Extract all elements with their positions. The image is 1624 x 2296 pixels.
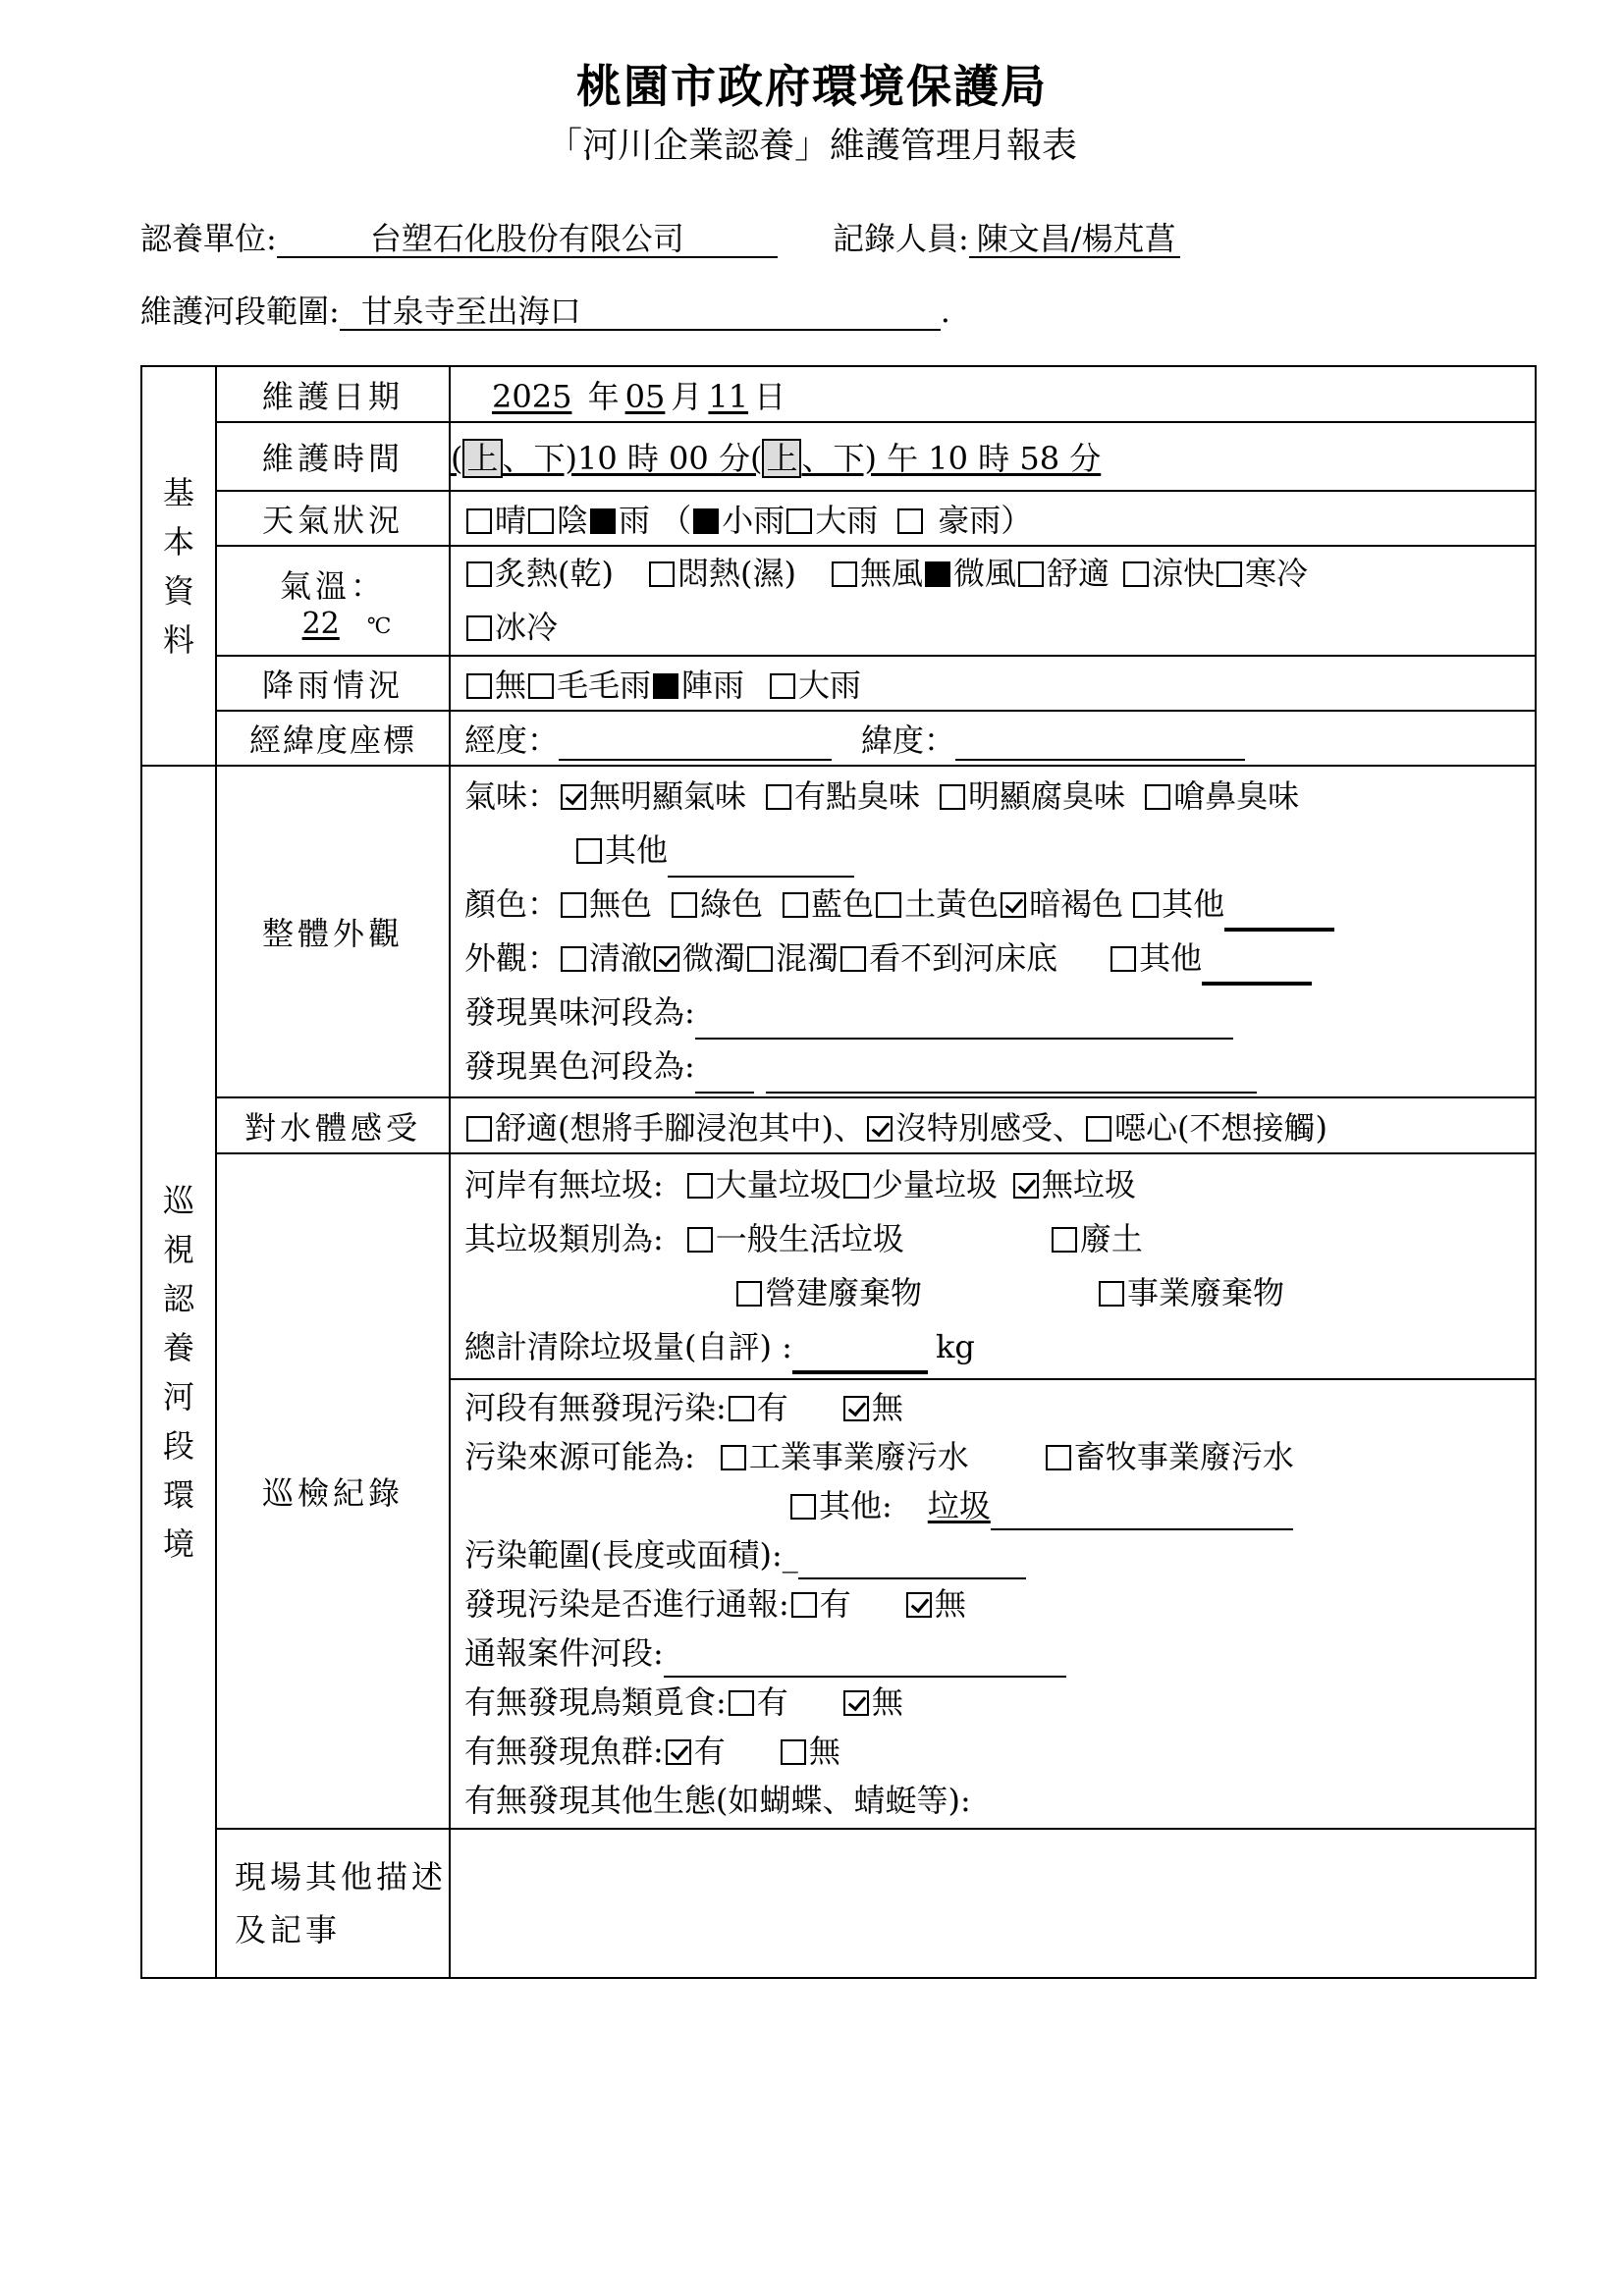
time-am-box-2[interactable]: 上 [762, 439, 801, 478]
weather-storm-checkbox[interactable] [897, 508, 923, 534]
weather-heavy-checkbox[interactable] [786, 508, 812, 534]
lon-label: 經度： [464, 721, 560, 759]
notes-field[interactable] [450, 1829, 1536, 1978]
rain-shower-label: 陣雨 [681, 667, 745, 704]
temp-no-wind-label: 無風 [859, 555, 923, 592]
garbage-lots-checkbox[interactable] [687, 1173, 713, 1199]
temp-hot-dry-checkbox[interactable] [466, 561, 492, 587]
total-label: 總計清除垃圾量(自評) : [464, 1328, 792, 1365]
rain-heavy-label: 大雨 [798, 667, 862, 704]
weather-cloudy-checkbox[interactable] [528, 508, 554, 534]
patrol-section-label: 巡視認養河段環境 [162, 1181, 194, 1563]
time-open-paren-1: ( [451, 440, 463, 477]
temp-cool-label: 涼快 [1152, 555, 1216, 592]
color-clear-checkbox[interactable] [561, 892, 586, 918]
temp-cold-label: 寒冷 [1245, 555, 1309, 592]
date-day[interactable]: 11 [708, 377, 749, 415]
weather-light-label: 小雨 [722, 502, 785, 539]
look-other-checkbox[interactable] [1110, 946, 1136, 972]
time-start: 、下)10 時 00 分( [502, 440, 763, 477]
garbage-construction-checkbox[interactable] [736, 1281, 762, 1307]
fish-no-checkbox[interactable] [781, 1739, 806, 1765]
adopt-unit-value[interactable]: 台塑石化股份有限公司 [277, 222, 778, 258]
smell-other-input[interactable] [668, 846, 854, 878]
adopt-unit-row [140, 214, 778, 259]
temp-no-wind-checkbox[interactable] [832, 561, 857, 587]
coord-label: 經緯度座標 [216, 711, 450, 766]
garbage-household-checkbox[interactable] [687, 1227, 713, 1253]
look-muddy-label: 混濁 [776, 939, 839, 977]
patrol-section-cell [141, 766, 216, 1978]
weather-sunny-label: 晴 [495, 502, 527, 539]
appearance-label: 整體外觀 [216, 766, 450, 1097]
smell-none-checkbox[interactable] [561, 784, 586, 810]
weather-sunny-checkbox[interactable] [466, 508, 492, 534]
weather-rain-checkbox[interactable] [590, 508, 616, 534]
birds-no-label: 無 [871, 1683, 903, 1721]
temp-comfortable-label: 舒適 [1047, 555, 1110, 592]
report-label: 發現污染是否進行通報: [464, 1585, 789, 1623]
garbage-none-label: 無垃圾 [1041, 1166, 1136, 1203]
pollution-yes-label: 有 [756, 1389, 788, 1426]
color-label: 顏色： [464, 885, 560, 923]
rain-heavy-checkbox[interactable] [770, 673, 795, 699]
temp-comfortable-checkbox[interactable] [1018, 561, 1044, 587]
smell-pungent-label: 嗆鼻臭味 [1173, 777, 1300, 815]
temp-cool-checkbox[interactable] [1123, 561, 1149, 587]
recorder-label: 記錄人員: [833, 220, 969, 257]
color-brown-checkbox[interactable] [1001, 892, 1026, 918]
odd-color-input-2[interactable] [766, 1062, 1257, 1094]
smell-rotten-label: 明顯腐臭味 [968, 777, 1126, 815]
source-livestock-label: 畜牧事業廢污水 [1073, 1438, 1294, 1475]
odd-smell-label: 發現異味河段為: [464, 993, 695, 1031]
case-label: 通報案件河段: [464, 1634, 664, 1672]
source-livestock-checkbox[interactable] [1046, 1445, 1071, 1470]
birds-yes-checkbox[interactable] [729, 1690, 754, 1716]
source-label: 污染來源可能為: [464, 1438, 695, 1475]
time-end: 、下) 午 10 時 58 分 [801, 440, 1102, 477]
birds-no-checkbox[interactable] [843, 1690, 869, 1716]
garbage-field [450, 1153, 1536, 1379]
garbage-type-label: 其垃圾類別為: [464, 1220, 664, 1257]
look-slight-label: 微濁 [682, 939, 746, 977]
garbage-lots-label: 大量垃圾 [715, 1166, 841, 1203]
recorder-value[interactable]: 陳文昌/楊芃菖 [969, 222, 1180, 258]
basic-section-label: 基本資料 [162, 473, 194, 659]
smell-other-checkbox[interactable] [576, 838, 602, 864]
garbage-little-checkbox[interactable] [843, 1173, 869, 1199]
weather-label: 天氣狀況 [216, 491, 450, 546]
rain-shower-checkbox[interactable] [653, 673, 678, 699]
fish-yes-checkbox[interactable] [666, 1739, 691, 1765]
look-clear-checkbox[interactable] [561, 946, 586, 972]
look-other-input[interactable] [1202, 952, 1312, 986]
color-clear-label: 無色 [589, 885, 653, 923]
range-label: 維護河段範圍: [140, 293, 340, 330]
birds-yes-label: 有 [756, 1683, 788, 1721]
pollution-label: 河段有無發現污染: [464, 1389, 727, 1426]
color-yellow-checkbox[interactable] [876, 892, 901, 918]
garbage-soil-label: 廢土 [1079, 1220, 1143, 1257]
date-day-unit: 日 [754, 377, 786, 415]
source-other-input[interactable] [991, 1499, 1293, 1530]
fish-yes-label: 有 [693, 1733, 726, 1770]
rain-none-checkbox[interactable] [466, 673, 492, 699]
temp-cell [216, 546, 450, 656]
color-green-label: 綠色 [700, 885, 764, 923]
garbage-industrial-label: 事業廢棄物 [1127, 1274, 1285, 1311]
date-month-unit: 月 [671, 377, 703, 415]
feeling-none-checkbox[interactable] [867, 1116, 893, 1142]
smell-slight-label: 有點臭味 [794, 777, 921, 815]
odd-color-input-1[interactable] [695, 1062, 754, 1094]
pollution-range-input[interactable] [798, 1548, 1026, 1579]
weather-light-checkbox[interactable] [693, 508, 719, 534]
look-label: 外觀： [464, 939, 560, 977]
smell-pungent-checkbox[interactable] [1145, 784, 1170, 810]
feeling-comfortable-checkbox[interactable] [466, 1116, 492, 1142]
lon-input[interactable] [559, 729, 832, 761]
pollution-field [450, 1379, 1536, 1829]
smell-none-label: 無明顯氣味 [589, 777, 747, 815]
temp-value[interactable]: 22 [301, 606, 340, 641]
garbage-soil-checkbox[interactable] [1052, 1227, 1077, 1253]
notes-label: 現場其他描述及記事 [216, 1829, 450, 1978]
total-input[interactable] [792, 1341, 928, 1374]
temp-label: 氣溫： [279, 566, 386, 605]
source-other-checkbox[interactable] [790, 1494, 816, 1520]
weather-heavy-label: 大雨 [815, 502, 879, 539]
range-value[interactable]: 甘泉寺至出海口 [340, 294, 941, 331]
time-field[interactable] [450, 422, 1536, 491]
date-field[interactable] [450, 366, 1536, 422]
basic-section-cell [141, 366, 216, 766]
color-blue-label: 藍色 [811, 885, 875, 923]
eco-label: 有無發現其他生態(如蝴蝶、蜻蜓等): [464, 1782, 971, 1819]
birds-label: 有無發現鳥類覓食: [464, 1683, 727, 1721]
total-unit: kg [935, 1328, 975, 1365]
date-year-unit: 年 [587, 377, 620, 415]
temp-breeze-checkbox[interactable] [925, 561, 950, 587]
time-text [451, 440, 1101, 477]
smell-other-label: 其他 [605, 831, 669, 869]
lat-label: 緯度： [861, 721, 956, 759]
source-other-value[interactable]: 垃圾 [927, 1487, 991, 1524]
temp-hot-humid-checkbox[interactable] [649, 561, 675, 587]
range-row [140, 287, 950, 332]
garbage-label: 河岸有無垃圾: [464, 1166, 664, 1203]
date-label: 維護日期 [216, 366, 450, 422]
source-industrial-label: 工業事業廢污水 [748, 1438, 969, 1475]
odd-color-label: 發現異色河段為: [464, 1047, 695, 1085]
rain-drizzle-checkbox[interactable] [528, 673, 554, 699]
pollution-no-label: 無 [871, 1389, 903, 1426]
temp-unit: ℃ [366, 614, 392, 639]
page-subtitle: 「河川企業認養」維護管理月報表 [546, 126, 1077, 166]
fish-label: 有無發現魚群: [464, 1733, 664, 1770]
look-muddy-checkbox[interactable] [747, 946, 773, 972]
adopt-unit-label: 認養單位: [140, 220, 277, 257]
source-other-label: 其他: [819, 1487, 893, 1524]
color-yellow-label: 土黃色 [904, 885, 1000, 923]
garbage-industrial-checkbox[interactable] [1099, 1281, 1124, 1307]
time-am-box-1[interactable]: 上 [462, 439, 502, 478]
weather-cloudy-label: 陰 [557, 502, 589, 539]
color-other-input[interactable] [1224, 898, 1334, 932]
pollution-range-label: 污染範圍(長度或面積): [464, 1536, 783, 1574]
report-yes-checkbox[interactable] [791, 1592, 817, 1618]
temp-hot-dry-label: 炙熱(乾) [495, 555, 614, 592]
pollution-range-mark: _ [782, 1536, 798, 1574]
feeling-none-label: 沒特別感受、 [894, 1108, 1084, 1147]
temp-breeze-label: 微風 [952, 555, 1016, 592]
temp-options [450, 546, 1536, 656]
garbage-household-label: 一般生活垃圾 [715, 1220, 904, 1257]
pollution-yes-checkbox[interactable] [729, 1396, 754, 1421]
garbage-construction-label: 營建廢棄物 [765, 1274, 923, 1311]
case-input[interactable] [664, 1646, 1066, 1678]
rain-none-label: 無 [495, 667, 527, 704]
lat-input[interactable] [955, 729, 1245, 761]
weather-rain-label: 雨 [619, 502, 651, 539]
look-nobed-checkbox[interactable] [840, 946, 866, 972]
pollution-no-checkbox[interactable] [843, 1396, 869, 1421]
look-slight-checkbox[interactable] [654, 946, 679, 972]
feeling-comfortable-label: 舒適(想將手腳浸泡其中)、 [495, 1108, 865, 1147]
fish-no-label: 無 [808, 1733, 840, 1770]
feeling-label: 對水體感受 [216, 1097, 450, 1153]
record-label: 巡檢紀錄 [216, 1153, 450, 1829]
look-clear-label: 清澈 [589, 939, 653, 977]
range-end-mark: . [940, 293, 950, 330]
garbage-little-label: 少量垃圾 [871, 1166, 998, 1203]
temp-hot-humid-label: 悶熱(濕) [677, 555, 796, 592]
source-industrial-checkbox[interactable] [721, 1445, 746, 1470]
feeling-field [450, 1097, 1536, 1153]
date-year[interactable]: 2025 [492, 377, 572, 415]
appearance-field [450, 766, 1536, 1097]
recorder-row [833, 214, 1180, 259]
look-nobed-label: 看不到河床底 [869, 939, 1058, 977]
color-other-label: 其他 [1162, 885, 1225, 923]
temp-icy-label: 冰冷 [495, 609, 559, 646]
coord-field [450, 711, 1536, 766]
temp-icy-checkbox[interactable] [466, 615, 492, 641]
report-table [140, 365, 1537, 1979]
look-other-label: 其他 [1139, 939, 1203, 977]
temp-cold-checkbox[interactable] [1217, 561, 1242, 587]
report-no-label: 無 [934, 1585, 966, 1623]
color-green-checkbox[interactable] [672, 892, 697, 918]
page-title: 桃園市政府環境保護局 [576, 60, 1048, 113]
feeling-disgust-checkbox[interactable] [1086, 1116, 1111, 1142]
color-blue-checkbox[interactable] [783, 892, 808, 918]
report-no-checkbox[interactable] [906, 1592, 932, 1618]
weather-field [450, 491, 1536, 546]
garbage-none-checkbox[interactable] [1013, 1173, 1039, 1199]
rain-label: 降雨情況 [216, 656, 450, 711]
rain-drizzle-label: 毛毛雨 [557, 667, 652, 704]
smell-label: 氣味： [464, 777, 560, 815]
report-yes-label: 有 [819, 1585, 851, 1623]
smell-slight-checkbox[interactable] [766, 784, 791, 810]
date-month[interactable]: 05 [624, 377, 666, 415]
color-brown-label: 暗褐色 [1029, 885, 1124, 923]
color-other-checkbox[interactable] [1133, 892, 1159, 918]
odd-smell-input[interactable] [695, 1008, 1233, 1040]
weather-open-paren: （ [660, 502, 692, 539]
time-label: 維護時間 [216, 422, 450, 491]
smell-rotten-checkbox[interactable] [940, 784, 965, 810]
rain-options [450, 656, 1536, 711]
weather-storm-label: 豪雨） [938, 502, 1033, 539]
feeling-disgust-label: 噁心(不想接觸) [1114, 1108, 1327, 1147]
